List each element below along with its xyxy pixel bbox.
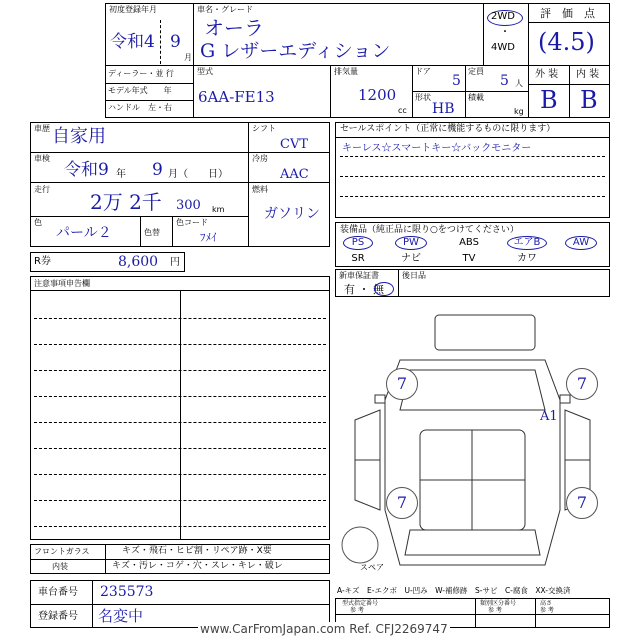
color-code-value: ﾌﾒｲ [200,231,217,244]
shift-label: シフト [252,124,276,133]
eq-tv: TV [462,253,476,264]
after-label: 後日品 [402,271,426,280]
cc-unit: cc [398,106,407,115]
front-glass-label: フロントガラス [34,547,90,556]
reg-value: 名変中 [98,607,144,625]
eq-sr: SR [351,253,365,264]
recycle-frame [30,252,185,272]
mileage-label: 走行 [34,185,50,194]
color-code-label: 色コード [176,218,208,227]
drive-dot: ・ [500,27,510,38]
eq-abs: ABS [459,237,479,248]
name-grade-label: 車名・グレード [197,5,253,14]
chassis-value: 235573 [100,584,154,600]
person-unit: 人 [515,79,523,88]
chassis-label: 車台番号 [38,587,78,598]
eq-airbag: エアB [513,237,541,248]
usage-value: 自家用 [52,126,106,147]
eq-ps: PS [351,237,365,248]
score-label: 評 価 点 [540,7,595,20]
month-day-unit: 月（ 日） [168,169,228,180]
car-trunk [405,530,540,555]
km-unit: km [212,205,225,214]
type-label: 型式 [197,67,213,76]
recycle-label: R券 [34,256,51,267]
inspection-month: 9 [152,160,163,180]
load-label: 積載 [468,93,484,102]
reg-label: 登録番号 [38,611,78,622]
handle-label: ハンドル 左・右 [108,103,172,112]
warranty-label: 新車保証書 [339,271,379,280]
color-value: パール２ [56,225,112,241]
inspection-era: 令和9 [64,160,109,180]
tire-fl-value: 7 [386,368,418,400]
usage-label: 車歴 [34,124,50,133]
tire-fr-value: 7 [566,368,598,400]
car-name: オーラ [204,16,264,40]
interior-cond-label: 内装 [52,562,68,571]
tire-rl-value: 7 [386,487,418,519]
displacement-value: 1200 [358,86,397,104]
month-unit: 月 [184,53,192,62]
model-ref-sub: 参 考 [350,607,364,614]
interior-label: 内 装 [576,69,600,80]
shift-value: CVT [280,137,309,152]
tire-rr-value: 7 [566,487,598,519]
warranty-value: 有 ・ 無 [344,283,384,296]
car-hood [400,370,545,410]
height-sub: 参 考 [540,607,554,614]
damage-legend: A-キズ E-エクボ U-凹み W-補修跡 S-サビ C-腐食 XX-交換済 [337,586,571,595]
shape-value: HB [432,101,455,117]
door-label: ドア [415,67,431,76]
kg-unit: kg [514,107,524,116]
car-diagram [335,300,610,585]
color-change-label: 色替 [144,228,160,237]
first-reg-label: 初度登録年月 [109,5,157,14]
ac-value: AAC [280,167,309,182]
displacement-label: 排気量 [334,67,358,76]
sales-line1: キーレス☆スマートキー☆バックモニター [342,143,532,154]
interior-grade: B [580,86,598,114]
score-value: (4.5) [538,28,595,56]
exterior-label: 外 装 [535,69,559,80]
fuel-label: 燃料 [252,185,268,194]
mileage-value: 2万 2千 [90,190,162,214]
notes-title: 注意事項申告欄 [34,279,90,288]
mileage-sub: 300 [176,198,201,213]
inspection-label: 車検 [34,154,50,163]
spare-tire [342,527,378,563]
type-value: 6AA-FE13 [198,88,275,106]
exterior-grade: B [540,86,558,114]
eq-aw: AW [572,237,590,248]
front-glass-value: キズ・飛石・ヒビ割・リペア跡・X要 [122,546,272,556]
equipment-title: 装備品（純正品に限り○をつけてください） [340,225,519,235]
spare-label: スペア [360,563,384,572]
year-unit: 年 [116,169,126,180]
damage-mark-a1: A1 [540,409,558,424]
door-value: 5 [452,73,461,89]
ac-label: 冷房 [252,154,268,163]
fuel-value: ガソリン [264,206,320,222]
shape-label: 形状 [415,93,431,102]
model-year-label: モデル年式 年 [108,86,172,95]
eq-navi: ナビ [401,253,421,264]
class-ref-label: 類別区分番号 [480,600,517,607]
color-label: 色 [34,218,42,227]
height-label: 高さ [540,600,553,607]
drive-2wd: 2WD [491,11,515,22]
first-reg-month: 9 [170,32,181,52]
warranty-none-circle [374,282,394,296]
model-ref-label: 型式指定番号 [342,600,379,607]
grade-name: G レザーエディション [200,40,391,62]
first-reg-era: 令和4 [110,32,155,52]
drive-4wd: 4WD [491,42,515,53]
car-roof-outline [435,315,535,350]
yen-unit: 円 [170,257,180,268]
eq-leather: カワ [517,253,537,264]
capacity-label: 定員 [468,67,484,76]
recycle-value: 8,600 [118,254,159,270]
interior-cond-value: キズ・汚レ・コゲ・穴・スレ・キレ・破レ [112,561,283,571]
watermark: www.CarFromJapan.com Ref. CFJ2269747 [200,622,448,636]
dealer-label: ディーラー・並 行 [108,69,174,78]
class-ref-sub: 参 考 [488,607,502,614]
capacity-value: 5 [500,73,509,89]
sales-title: セールスポイント（正常に機能するものに限ります） [340,124,556,134]
eq-pw: PW [403,237,419,248]
